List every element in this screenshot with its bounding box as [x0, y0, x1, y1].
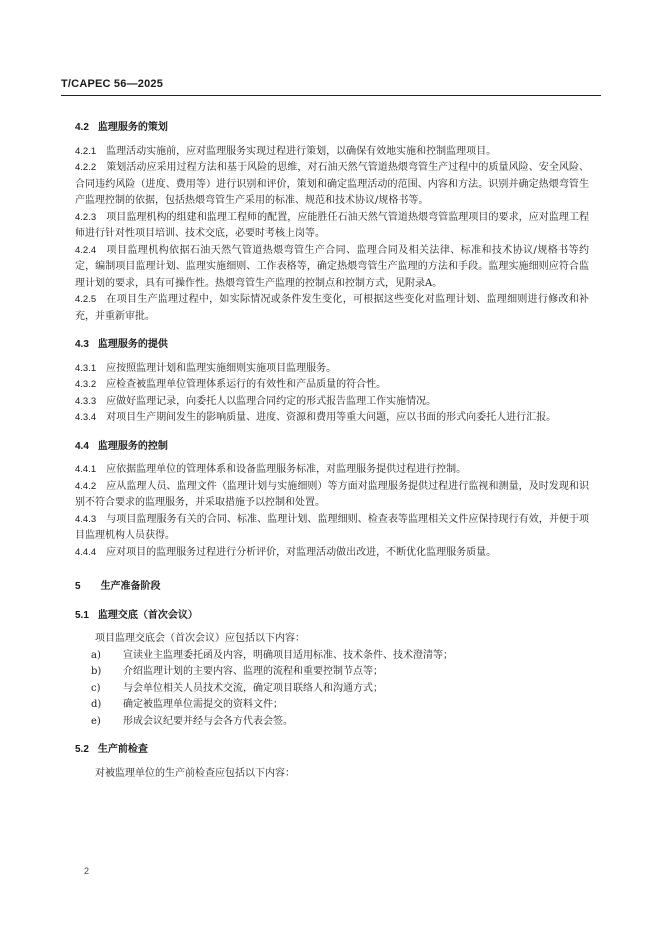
clause-4-3-1	[75, 361, 589, 378]
section-number: 4.3	[75, 339, 89, 350]
clause-text: 项目监理机构依据石油天然气管道热煨弯管生产合同、监理合同及相关法律、标准和技术协议/规格书等约定，编制项目监理计划、监理实施细则、工作表格等，确定热煨弯管生产监理的方法和手段。监理实施细则应符合监理计划的要求，具有可操作性。热煨弯管生产监理的控制点和控制方式，见附录A。	[75, 244, 589, 289]
clause-text: 与项目监理服务有关的合同、标准、监理计划、监理细则、检查表等监理相关文件应保持现行有效，并便于项目监理机构人员获得。	[75, 513, 589, 541]
list-item-label: d)	[91, 699, 102, 710]
clause-4-2-3	[75, 210, 589, 243]
section-title: 生产前检查	[97, 744, 148, 755]
chapter-title: 生产准备阶段	[100, 581, 161, 592]
section-title: 监理服务的策划	[97, 122, 168, 133]
clause-4-3-4	[75, 410, 589, 427]
list-item-label: e)	[91, 715, 101, 727]
meeting-items-list	[75, 648, 589, 731]
clause-4-3-3	[75, 394, 589, 411]
clause-text: 应检查被监理单位管理体系运行的有效性和产品质量的符合性。	[106, 379, 387, 390]
section-5-1-intro: 项目监理交底会（首次会议）应包括以下内容：	[95, 633, 305, 644]
section-4-2-heading	[75, 120, 589, 137]
list-item	[75, 714, 589, 731]
list-item	[75, 697, 589, 714]
section-title: 监理服务的提供	[97, 339, 168, 350]
section-number: 4.4	[75, 440, 89, 452]
clause-4-4-2	[75, 479, 589, 512]
clause-number: 4.2.4	[75, 244, 97, 256]
clause-text: 应从监理人员、监理文件（监理计划与实施细则）等方面对监理服务提供过程进行监视和测量，及时发现和识别不符合要求的监理服务，并采取措施予以控制和处置。	[75, 480, 589, 508]
clause-4-2-2	[75, 160, 589, 210]
clause-text: 对项目生产期间发生的影响质量、进度、资源和费用等重大问题，应以书面的形式向委托人进行汇报。	[106, 412, 557, 423]
list-item-label: a)	[91, 649, 101, 661]
section-title: 监理服务的控制	[97, 440, 168, 452]
chapter-number: 5	[75, 581, 81, 592]
list-item-text: 与会单位相关人员技术交流，确定项目联络人和沟通方式；	[123, 682, 383, 694]
section-number: 5.1	[75, 609, 89, 621]
clause-text: 应按照监理计划和监理实施细则实施项目监理服务。	[106, 362, 337, 374]
section-number: 4.2	[75, 122, 89, 133]
list-item	[75, 681, 589, 698]
list-item-text: 宣读业主监理委托函及内容，明确项目适用标准、技术条件、技术澄清等；	[123, 649, 453, 661]
list-item-text: 确定被监理单位需提交的资料文件；	[123, 699, 283, 710]
clause-number: 4.2.1	[75, 145, 97, 157]
clause-4-2-4	[75, 243, 589, 293]
clause-text: 策划活动应采用过程方法和基于风险的思维，对石油天然气管道热煨弯管生产过程中的质量风险、安全风险、合同违约风险（进度、费用等）进行识别和评价，策划和确定监理活动的范围、内容和方法。识别并确定热煨弯管生产监理控制的依据，包括热煨弯管生产采用的标准、规范和技术协议/规格书等。	[75, 162, 589, 206]
clause-text: 项目监理机构的组建和监理工程师的配置，应能胜任石油天然气管道热煨弯管监理项目的要求，应对监理工程师进行针对性项目培训、技术交底，必要时考核上岗等。	[75, 211, 589, 239]
clause-number: 4.4.3	[75, 513, 97, 525]
section-5-2-heading	[75, 742, 589, 759]
clause-number: 4.2.3	[75, 211, 97, 223]
clause-4-4-3	[75, 512, 589, 545]
clause-number: 4.3.3	[75, 395, 97, 407]
clause-text: 应对项目的监理服务过程进行分析评价，对监理活动做出改进，不断优化监理服务质量。	[106, 546, 497, 558]
section-number: 5.2	[75, 744, 89, 755]
list-item-label: c)	[91, 682, 101, 694]
header-rule	[61, 95, 601, 96]
list-item-text: 形成会议纪要并经与会各方代表会签。	[123, 715, 293, 727]
chapter-5-heading	[75, 579, 589, 596]
clause-number: 4.4.2	[75, 480, 97, 492]
clause-number: 4.3.2	[75, 379, 97, 390]
clause-number: 4.4.4	[75, 546, 97, 558]
section-4-3-heading	[75, 337, 589, 354]
list-item-text: 介绍监理计划的主要内容、监理的流程和重要控制节点等；	[123, 666, 383, 677]
clause-number: 4.2.5	[75, 294, 97, 305]
list-item-label: b)	[91, 666, 102, 677]
clause-text: 在项目生产监理过程中，如实际情况或条件发生变化，可根据这些变化对监理计划、监理细则进行修改和补充，并重新审批。	[75, 294, 589, 322]
section-title: 监理交底（首次会议）	[97, 609, 198, 621]
clause-text: 监理活动实施前，应对监理服务实现过程进行策划，以确保有效地实施和控制监理项目。	[106, 145, 497, 157]
clause-4-2-5	[75, 292, 589, 325]
clause-text: 应做好监理记录，向委托人以监理合同约定的形式报告监理工作实施情况。	[106, 395, 437, 407]
clause-number: 4.3.1	[75, 362, 97, 374]
page-number: 2	[84, 866, 90, 876]
clause-4-4-1	[75, 462, 589, 479]
section-5-2-intro: 对被监理单位的生产前检查应包括以下内容：	[95, 767, 295, 779]
clause-text: 应依据监理单位的管理体系和设备监理服务标准，对监理服务提供过程进行控制。	[106, 464, 467, 475]
section-4-4-heading	[75, 439, 589, 456]
clause-4-4-4	[75, 545, 589, 562]
section-5-1-heading	[75, 608, 589, 625]
list-item	[75, 648, 589, 665]
clause-4-2-1	[75, 144, 589, 161]
page-body	[75, 120, 589, 782]
clause-number: 4.3.4	[75, 412, 97, 423]
clause-4-3-2	[75, 377, 589, 394]
document-code-header: T/CAPEC 56—2025	[61, 78, 164, 90]
list-item	[75, 664, 589, 681]
clause-number: 4.2.2	[75, 162, 97, 173]
clause-number: 4.4.1	[75, 464, 97, 475]
